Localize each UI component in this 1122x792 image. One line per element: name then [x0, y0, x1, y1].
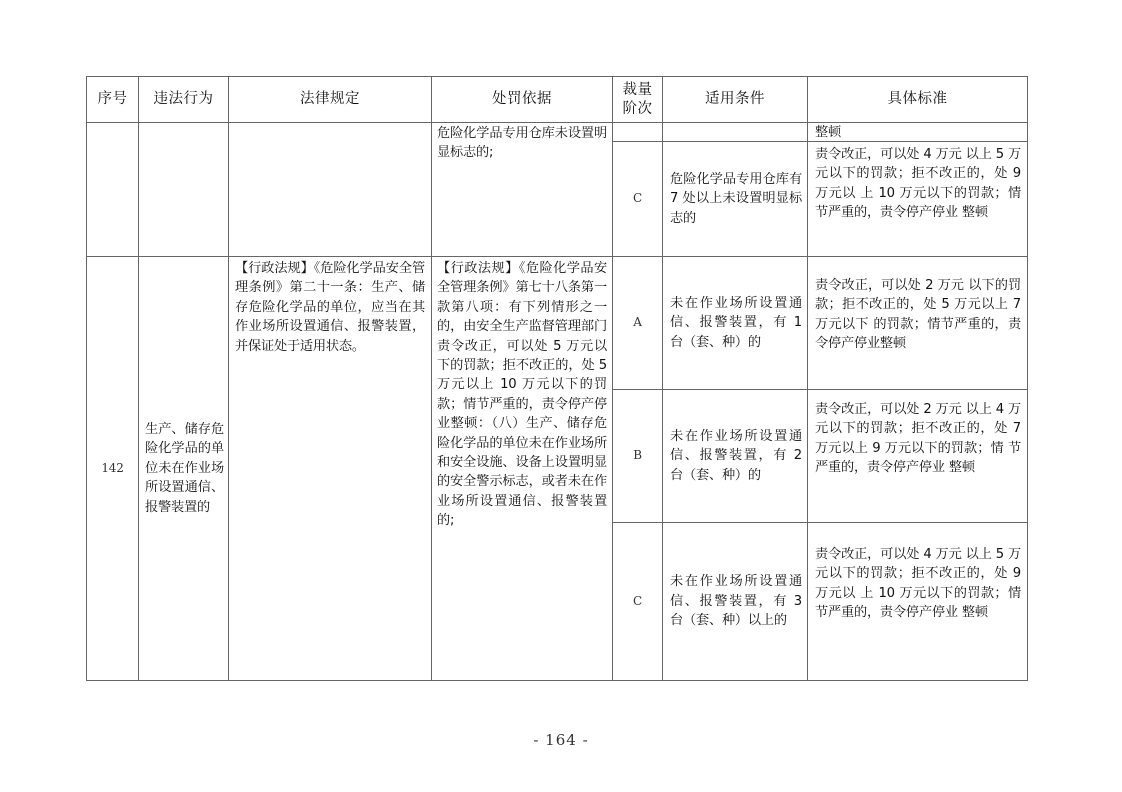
header-violation: 违法行为 [153, 91, 214, 107]
header-basis: 处罚依据 [492, 91, 552, 107]
header-index: 序号 [97, 91, 128, 107]
standard-cell: 责令改正，可以处 2 万元 以上 4 万元以下的罚款；拒不改正的，处 7 万元以上 9 万元以下的罚款；情 节严重的，责令停产停业 整顿 [815, 402, 1021, 476]
header-condition: 适用条件 [705, 91, 765, 107]
condition-cell [670, 257, 802, 389]
level-cell: A [633, 315, 642, 330]
condition-text: 未在作业场所设置通信、报警装置，有 1 台（套、种）的 [670, 295, 802, 350]
page-number: - 164 - [533, 731, 589, 749]
violation-text: 生产、储存危险化学品的单位未在作业场所设置通信、报警装置的 [145, 421, 224, 515]
header-law: 法律规定 [300, 91, 360, 107]
standard-cell: 责令改正，可以处 4 万元 以上 5 万元以下的罚款；拒不改正的，处 9 万元以 上 10 万元以下的罚款；情 节严重的，责令停产停业 整顿 [815, 147, 1021, 221]
standard-cell: 责令改正，可以处 2 万元 以下的罚款；拒不改正的，处 5 万元以上 7 万元以下 的罚款；情节严重的，责 令停产停业整顿 [815, 278, 1021, 352]
condition-text: 未在作业场所设置通信、报警装置，有 2 台（套、种）的 [670, 428, 802, 483]
basis-continued: 危险化学品专用仓库未设置明显标志的; [437, 126, 607, 161]
level-cell: C [633, 593, 642, 608]
condition-cell [670, 142, 802, 256]
law-cell: 【行政法规】《危险化学品安全管理条例》第二十一条：生产、储存危险化学品的单位，应当在其作业场所设置通信、报警装置，并保证处于适用状态。 [235, 261, 425, 354]
condition-text: 未在作业场所设置通信、报警装置，有 3 台（套、种）以上的 [670, 574, 802, 629]
header-standard: 具体标准 [887, 91, 948, 107]
standard-continued: 整顿 [815, 125, 841, 140]
standard-cell: 责令改正，可以处 4 万元 以上 5 万元以下的罚款；拒不改正的，处 9 万元以 上 10 万元以下的罚款；情 节严重的，责令停产停业 整顿 [815, 547, 1021, 621]
condition-text: 危险化学品专用仓库有 7 处以上未设置明显标志的 [670, 171, 802, 226]
header-level: 裁量 阶次 [622, 81, 653, 117]
basis-cell: 【行政法规】《危险化学品安全管理条例》第七十八条第一款第八项：有下列情形之一的，由安全生产监督管理部门责令改正，可以处 5 万元以下的罚款；拒不改正的，处 5 万元以上 10 万元以下的罚款；情节严重的，责令停产停业整顿：（八）生产、储存危险化学品的单位未在作业场所和安全设施、设备上设置明显的安全警示标志，或者未在作业场所设置通信、报警装置的; [437, 261, 607, 529]
item-index: 142 [101, 460, 124, 475]
level-cell: B [633, 448, 642, 463]
violation-cell [145, 257, 224, 680]
level-cell: C [633, 191, 642, 206]
condition-cell [670, 390, 802, 522]
condition-cell [670, 523, 802, 680]
